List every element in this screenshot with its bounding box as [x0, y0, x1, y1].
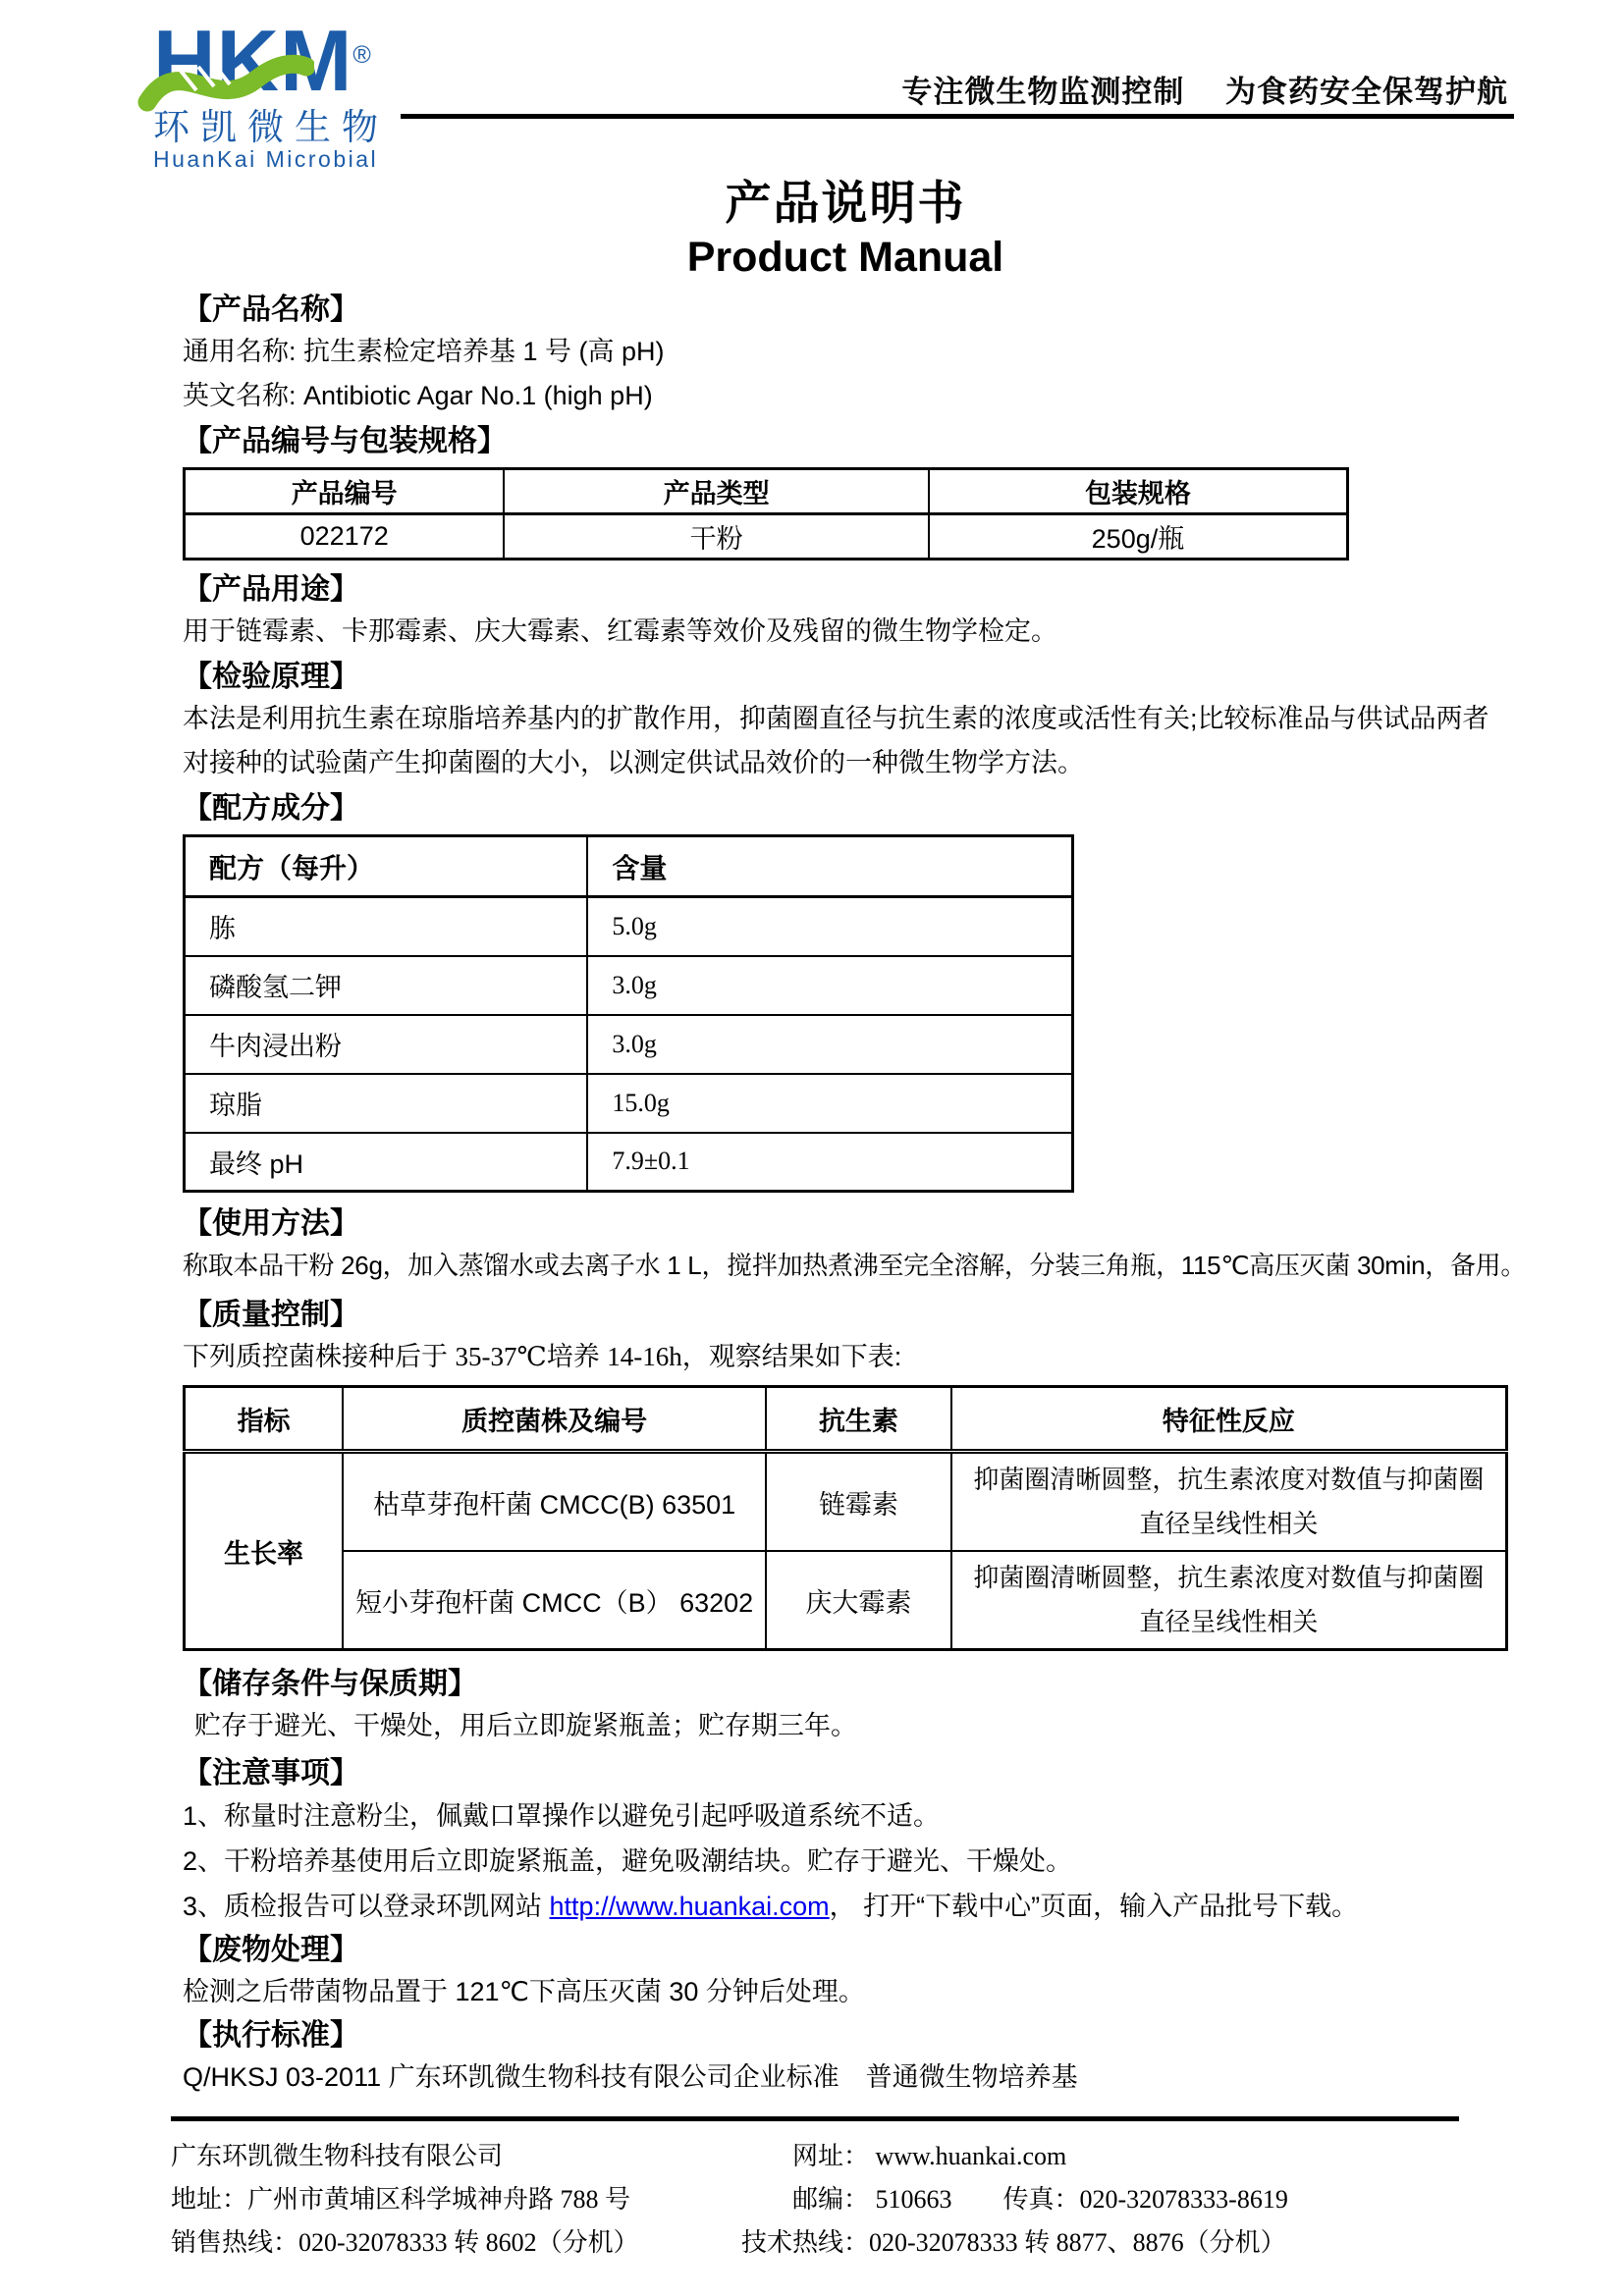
formula-row-final-ph: [185, 1133, 1073, 1192]
formula-row-peptone: [185, 897, 1073, 956]
qc-antibiotic-name: 链霉素: [766, 1452, 951, 1552]
formula-col-ingredient: 配方（每升）: [185, 836, 588, 897]
qc-strain-name: 短小芽孢杆菌 CMCC（B） 63202: [343, 1551, 766, 1650]
company-slogan: 专注微生物监测控制 为食药安全保驾护航: [901, 75, 1508, 109]
qc-reaction-text: 抑菌圈清晰圆整，抗生素浓度对数值与抑菌圈直径呈线性相关: [951, 1452, 1507, 1552]
section-heading-product-name: 【产品名称】: [183, 294, 359, 326]
section-heading-method: 【使用方法】: [183, 1207, 359, 1240]
qc-row-subtilis: [185, 1452, 1507, 1552]
page-header: [0, 0, 1624, 172]
document-title-en: Product Manual: [686, 234, 1004, 281]
standard-text: Q/HKSJ 03-2011 广东环凯微生物科技有限公司企业标准 普通微生物培养基: [183, 2062, 1078, 2092]
formula-table: [183, 834, 1074, 1193]
usage-text: 用于链霉素、卡那霉素、庆大霉素、红霉素等效价及残留的微生物学检定。: [183, 616, 1057, 646]
document-title-cn: 产品说明书: [725, 177, 966, 229]
section-heading-storage: 【储存条件与保质期】: [183, 1668, 477, 1700]
section-heading-spec: 【产品编号与包装规格】: [183, 425, 507, 457]
qc-strain-name: 枯草芽孢杆菌 CMCC(B) 63501: [343, 1452, 766, 1552]
spec-table: [183, 467, 1349, 561]
note-item-3-suffix: ， 打开“下载中心”页面，输入产品批号下载。: [829, 1892, 1359, 1921]
section-heading-notes: 【注意事项】: [183, 1757, 359, 1789]
spec-table-header-row: [185, 469, 1348, 514]
qc-col-strain: 质控菌株及编号: [343, 1387, 766, 1452]
note-item-2: 2、干粉培养基使用后立即旋紧瓶盖，避免吸潮结块。贮存于避光、干燥处。: [183, 1846, 1073, 1876]
formula-row-agar: [185, 1074, 1073, 1133]
spec-col-pack: 包装规格: [929, 469, 1348, 514]
qc-reaction-text: 抑菌圈清晰圆整，抗生素浓度对数值与抑菌圈直径呈线性相关: [951, 1551, 1507, 1650]
footer-address: 地址：广州市黄埔区科学城神舟路 788 号: [171, 2185, 631, 2214]
note-item-3: [183, 1884, 1508, 1929]
hkm-logo-text: HKM: [153, 12, 353, 109]
ingredient-amount: 3.0g: [587, 1015, 1072, 1074]
qc-intro-temperature: 35-37℃: [455, 1342, 547, 1371]
formula-row-k2hpo4: [185, 956, 1073, 1015]
ingredient-name: 琼脂: [185, 1074, 588, 1133]
qc-intro-suffix: ，观察结果如下表:: [681, 1342, 902, 1371]
english-name-line: 英文名称: Antibiotic Agar No.1 (high pH): [183, 381, 653, 410]
footer-right-column: [741, 2135, 1459, 2265]
ingredient-name: 牛肉浸出粉: [185, 1015, 588, 1074]
section-heading-qc: 【质量控制】: [183, 1299, 359, 1331]
footer-left-column: [171, 2135, 741, 2265]
spec-product-type: 干粉: [504, 514, 929, 560]
ingredient-amount: 15.0g: [587, 1074, 1072, 1133]
hkm-logo-wordmark: [153, 12, 372, 109]
method-text: 称取本品干粉 26g，加入蒸馏水或去离子水 1 L，搅拌加热煮沸至完全溶解，分装三角瓶，115℃高压灭菌 30min，备用。: [183, 1251, 1527, 1280]
footer-postal-fax: 邮编： 510663 传真：020-32078333-8619: [792, 2185, 1288, 2214]
section-heading-waste: 【废物处理】: [183, 1934, 359, 1966]
logo-chinese-name: 环凯微生物: [153, 107, 389, 147]
section-heading-formula: 【配方成分】: [183, 792, 359, 825]
qc-antibiotic-name: 庆大霉素: [766, 1551, 951, 1650]
qc-table: [183, 1385, 1508, 1651]
registered-trademark-icon: ®: [352, 41, 372, 69]
section-heading-usage: 【产品用途】: [183, 573, 359, 606]
page-footer: [171, 2116, 1459, 2265]
document-body: [0, 177, 1624, 2100]
spec-pack-size: 250g/瓶: [929, 514, 1348, 560]
ingredient-name: 最终 pH: [185, 1133, 588, 1192]
note-item-1: 1、称量时注意粉尘，佩戴口罩操作以避免引起呼吸道系统不适。: [183, 1801, 941, 1831]
spec-col-type: 产品类型: [504, 469, 929, 514]
footer-sales-hotline: 销售热线：020-32078333 转 8602（分机）: [171, 2228, 639, 2257]
formula-header-row: [185, 836, 1073, 897]
principle-text: 本法是利用抗生素在琼脂培养基内的扩散作用，抑菌圈直径与抗生素的浓度或活性有关;比较标准品与供试品两者对接种的试验菌产生抑菌圈的大小，以测定供试品效价的一种微生物学方法。: [183, 704, 1489, 777]
qc-intro-time: 14-16h: [607, 1342, 682, 1371]
qc-header-row: [185, 1387, 1507, 1452]
spec-table-data-row: [185, 514, 1348, 560]
ingredient-name: 胨: [185, 897, 588, 956]
ingredient-amount: 3.0g: [587, 956, 1072, 1015]
section-heading-principle: 【检验原理】: [183, 661, 359, 693]
ingredient-amount: 7.9±0.1: [587, 1133, 1072, 1192]
huankai-website-link[interactable]: http://www.huankai.com: [549, 1892, 830, 1921]
qc-indicator-growth-rate: 生长率: [185, 1452, 344, 1650]
ingredient-name: 磷酸氢二钾: [185, 956, 588, 1015]
footer-website: 网址： www.huankai.com: [792, 2142, 1067, 2170]
logo-english-name: HuanKai Microbial: [153, 146, 379, 172]
section-heading-standard: 【执行标准】: [183, 2019, 359, 2052]
spec-col-code: 产品编号: [185, 469, 505, 514]
footer-tech-hotline: 技术热线：020-32078333 转 8877、8876（分机）: [741, 2228, 1286, 2257]
note-item-3-prefix: 3、质检报告可以登录环凯网站: [183, 1892, 550, 1921]
formula-col-amount: 含量: [587, 836, 1072, 897]
qc-intro-line: [183, 1335, 1508, 1379]
storage-text: 贮存于避光、干燥处，用后立即旋紧瓶盖；贮存期三年。: [194, 1711, 857, 1740]
header-divider-line: [401, 114, 1514, 119]
qc-col-reaction: 特征性反应: [951, 1387, 1507, 1452]
formula-row-beef-extract: [185, 1015, 1073, 1074]
qc-intro-prefix: 下列质控菌株接种后于: [183, 1342, 456, 1371]
spec-product-code: 022172: [185, 514, 505, 560]
hkm-logo: [153, 12, 389, 172]
qc-intro-mid: 培养: [546, 1342, 608, 1371]
waste-text: 检测之后带菌物品置于 121℃下高压灭菌 30 分钟后处理。: [183, 1977, 865, 2006]
qc-col-antibiotic: 抗生素: [766, 1387, 951, 1452]
footer-company-name: 广东环凯微生物科技有限公司: [171, 2142, 504, 2170]
footer-columns: [171, 2135, 1459, 2265]
ingredient-amount: 5.0g: [587, 897, 1072, 956]
generic-name-line: 通用名称: 抗生素检定培养基 1 号 (高 pH): [183, 337, 665, 366]
qc-row-pumilus: [185, 1551, 1507, 1650]
qc-col-indicator: 指标: [185, 1387, 344, 1452]
